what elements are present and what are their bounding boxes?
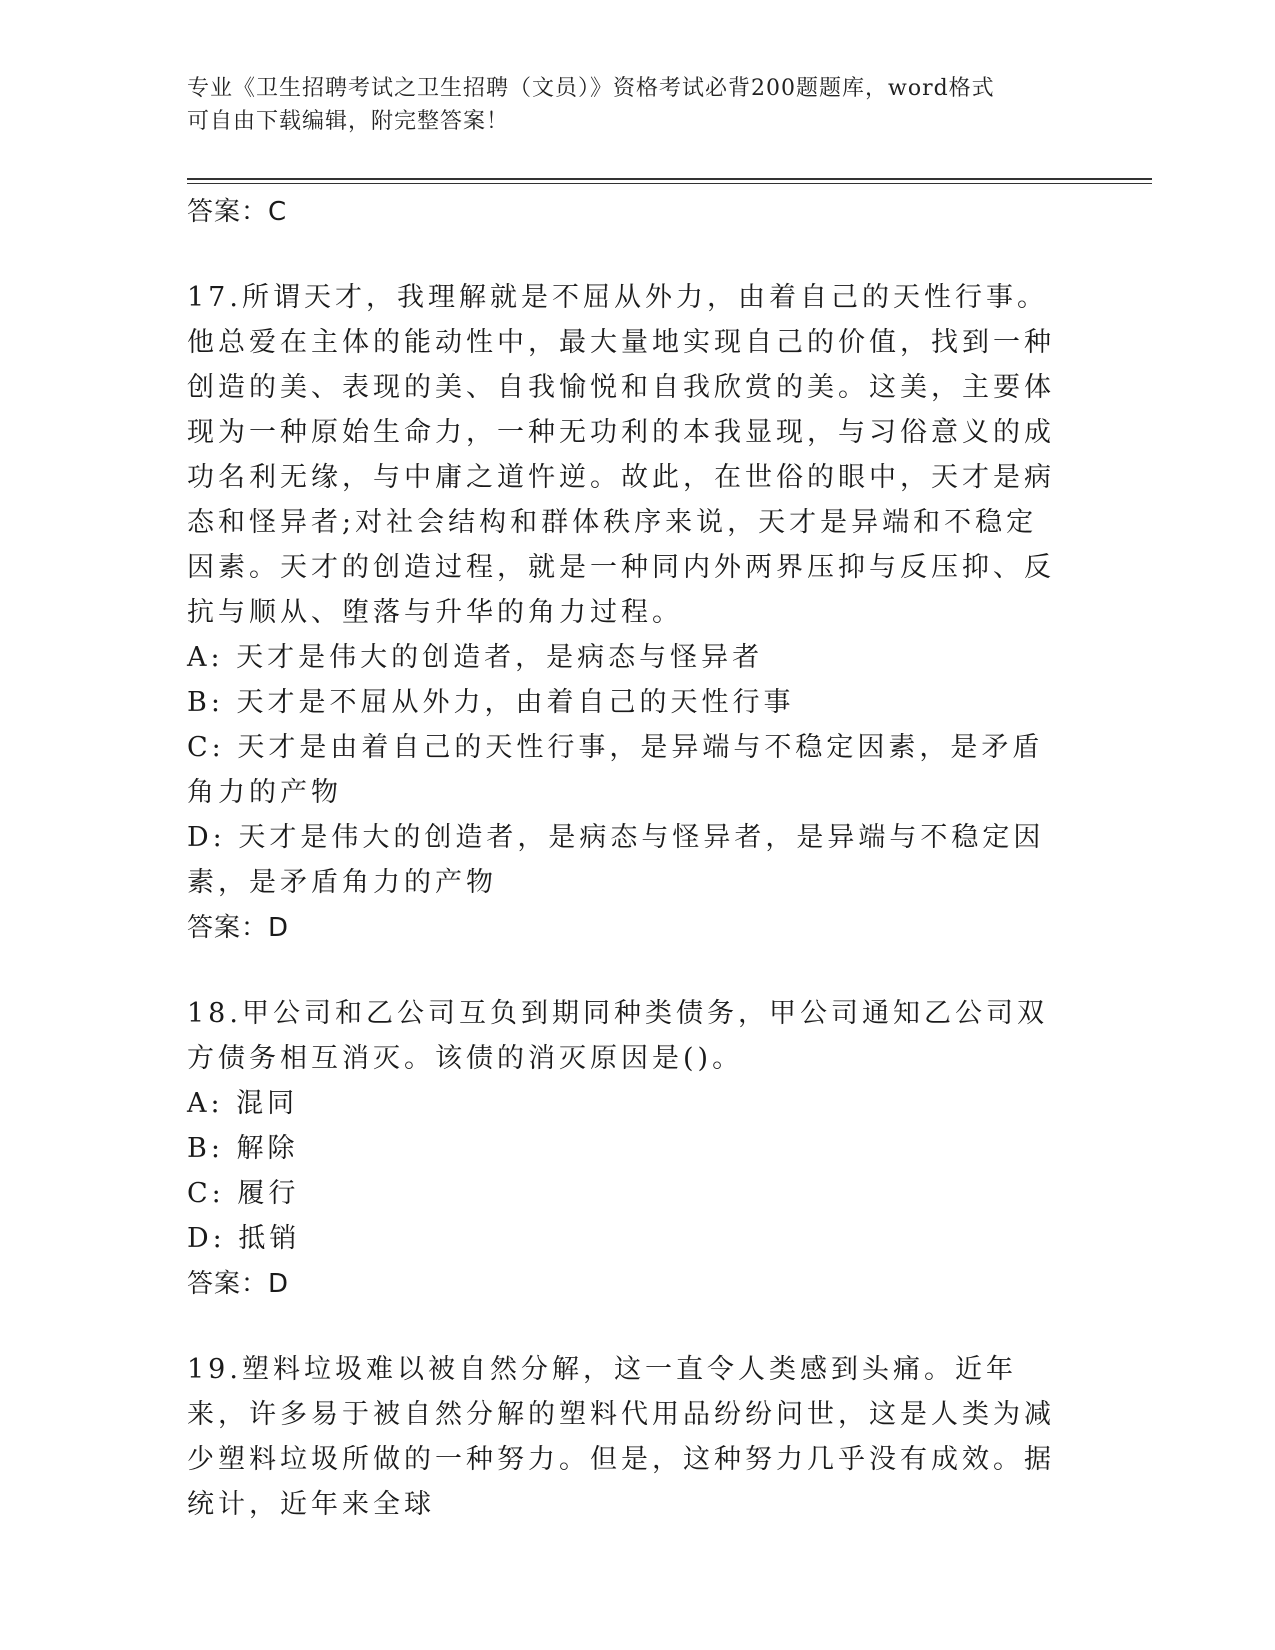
option-c: C: 天才是由着自己的天性行事，是异端与不稳定因素，是矛盾角力的产物 xyxy=(187,732,1044,808)
option-d: D: 抵销 xyxy=(187,1223,301,1254)
header-line-2: 可自由下载编辑，附完整答案！ xyxy=(187,109,510,134)
header-line-1: 专业《卫生招聘考试之卫生招聘（文员）》资格考试必背200题题库，word格式 xyxy=(187,76,995,101)
option-b: B: 天才是不屈从外力，由着自己的天性行事 xyxy=(187,687,795,718)
question-text: 17.所谓天才，我理解就是不屈从外力，由着自己的天性行事。他总爱在主体的能动性中，最大量地实现自己的价值，找到一种创造的美、表现的美、自我愉悦和自我欣赏的美。这美，主要体现为一种原始生命力，一种无功利的本我显现，与习俗意义的成功名利无缘，与中庸之道忤逆。故此，在世俗的眼中，天才是病态和怪异者;对社会结构和群体秩序来说，天才是异端和不稳定因素。天才的创造过程，就是一种同内外两界压抑与反压抑、反抗与顺从、堕落与升华的角力过程。 xyxy=(187,282,1055,628)
option-b: B: 解除 xyxy=(187,1133,299,1164)
option-c: C: 履行 xyxy=(187,1178,300,1209)
question-18 xyxy=(187,991,1067,1307)
page-header xyxy=(187,72,1087,138)
question-17 xyxy=(187,275,1067,951)
main-content xyxy=(187,189,1067,1527)
option-a: A: 混同 xyxy=(187,1088,299,1119)
header-divider-thick xyxy=(187,178,1152,180)
question-19 xyxy=(187,1347,1067,1527)
question-answer: 答案：D xyxy=(187,1269,290,1299)
question-text: 18.甲公司和乙公司互负到期同种类债务，甲公司通知乙公司双方债务相互消灭。该债的消灭原因是()。 xyxy=(187,998,1048,1074)
option-a: A: 天才是伟大的创造者，是病态与怪异者 xyxy=(187,642,764,673)
header-divider-thin xyxy=(187,183,1152,184)
previous-answer: 答案：C xyxy=(187,197,288,227)
question-answer: 答案：D xyxy=(187,913,290,943)
question-text: 19.塑料垃圾难以被自然分解，这一直令人类感到头痛。近年来，许多易于被自然分解的塑料代用品纷纷问世，这是人类为减少塑料垃圾所做的一种努力。但是，这种努力几乎没有成效。据统计，近年来全球 xyxy=(187,1354,1055,1520)
option-d: D: 天才是伟大的创造者，是病态与怪异者，是异端与不稳定因素，是矛盾角力的产物 xyxy=(187,822,1045,898)
